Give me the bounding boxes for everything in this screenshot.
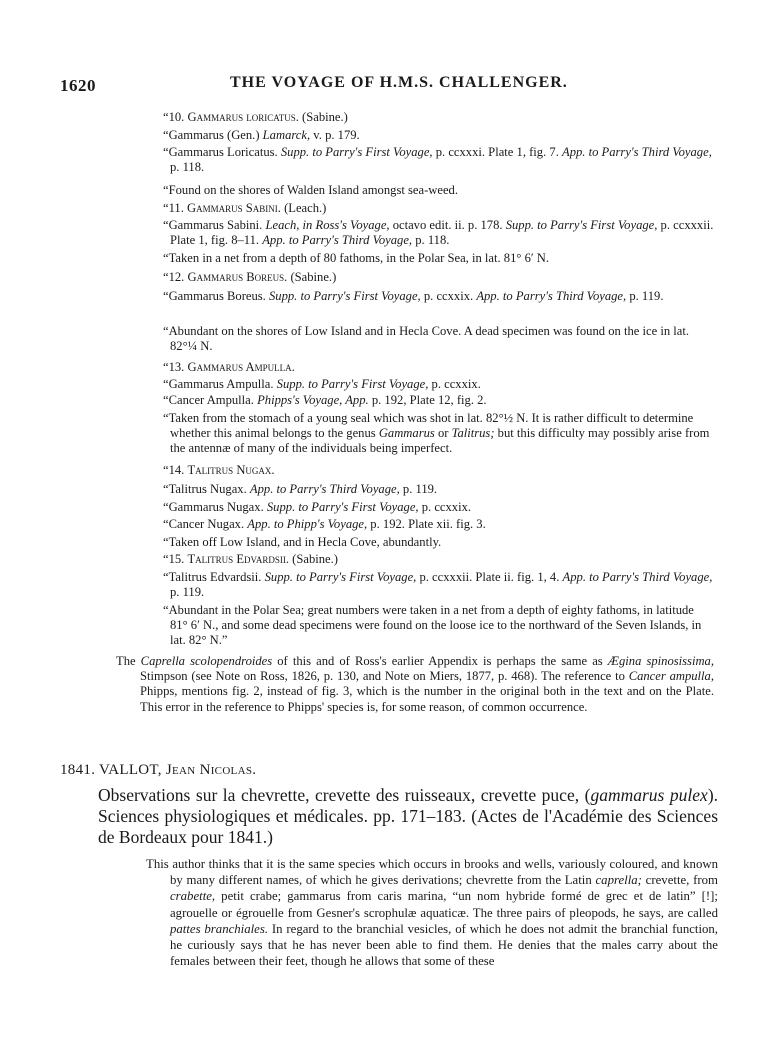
page-number: 1620	[60, 76, 96, 95]
entry-year: 1841.	[60, 762, 96, 778]
citation-line: “Gammarus Nugax. Supp. to Parry's First Voyage, p. ccxxix.	[163, 500, 472, 514]
citation-line: “Gammarus Sabini. Leach, in Ross's Voyage, octavo edit. ii. p. 178. Supp. to Parry's First Voyage, p. ccxxxii. Plate 1, fig. 8–11. App. to Parry's Third Voyage, p. 118.	[163, 218, 714, 248]
citation-line: “Taken in a net from a depth of 80 fathoms, in the Polar Sea, in lat. 81° 6′ N.	[163, 251, 550, 265]
citation-line: “13. Gammarus Ampulla.	[163, 360, 295, 374]
citation-line: “Talitrus Nugax. App. to Parry's Third Voyage, p. 119.	[163, 482, 438, 496]
entry-title: Observations sur la chevrette, crevette des ruisseaux, crevette puce, (gammarus pulex). Sciences physiologiques et médicales. pp. 171–183. (Actes de l'Académie des Sciences de Bordeaux pour 1841.)	[98, 785, 719, 847]
citation-line: “11. Gammarus Sabini. (Leach.)	[163, 201, 327, 215]
citation-line: “Gammarus (Gen.) Lamarck, v. p. 179.	[163, 128, 360, 142]
citation-line: “Found on the shores of Walden Island amongst sea-weed.	[163, 183, 458, 197]
entry-author-surname: VALLOT,	[99, 762, 162, 778]
citation-line: “Talitrus Edvardsii. Supp. to Parry's First Voyage, p. ccxxxii. Plate ii. fig. 1, 4. App. to Parry's Third Voyage, p. 119.	[163, 570, 713, 600]
citation-line: “Gammarus Boreus. Supp. to Parry's First Voyage, p. ccxxix. App. to Parry's Third Voyage, p. 119.	[163, 289, 664, 303]
citation-line: “Gammarus Ampulla. Supp. to Parry's First Voyage, p. ccxxix.	[163, 377, 481, 391]
citation-line: “Abundant in the Polar Sea; great numbers were taken in a net from a depth of eighty fathoms, in latitude 81° 6′ N., and some dead specimens were found on the loose ice to the northward of the Seven Islands, in lat. 82° N.”	[163, 603, 702, 648]
entry-abstract: This author thinks that it is the same species which occurs in brooks and wells, variously coloured, and known by many different names, of which he gives derivations; chevrette from the Latin caprella; crevette, from crabette, petit crabe; gammarus from caris marina, “un nom hybride formé de grec et de latin” [!]; agrouelle or égrouelle from Gesner's scrophulæ aquaticæ. The three pairs of pleopods, he says, are called pattes branchiales. In regard to the branchial vesicles, of which he does not admit the branchial function, he curiously says that he has never been able to find them. He denies that the males carry about the females between their feet, though he allows that some of these	[146, 857, 719, 969]
citation-line: “12. Gammarus Boreus. (Sabine.)	[163, 270, 337, 284]
citation-line: “14. Talitrus Nugax.	[163, 463, 275, 477]
entry-author-given: Jean Nicolas.	[165, 762, 257, 778]
running-head: THE VOYAGE OF H.M.S. CHALLENGER.	[230, 74, 568, 91]
entry-heading	[60, 762, 256, 779]
citation-line: “Cancer Ampulla. Phipps's Voyage, App. p. 192, Plate 12, fig. 2.	[163, 393, 487, 407]
citation-line: “Gammarus Loricatus. Supp. to Parry's First Voyage, p. ccxxxi. Plate 1, fig. 7. App. to Parry's Third Voyage, p. 118.	[163, 145, 712, 175]
editorial-note: The Caprella scolopendroides of this and of Ross's earlier Appendix is perhaps the same as Ægina spinosissima, Stimpson (see Note on Ross, 1826, p. 130, and Note on Miers, 1877, p. 468). The reference to Cancer ampulla, Phipps, mentions fig. 2, instead of fig. 3, which is the number in the original both in the text and on the Plate. This error in the reference to Phipps' species is, for some reason, of common occurrence.	[116, 654, 714, 714]
citation-line: “15. Talitrus Edvardsii. (Sabine.)	[163, 552, 338, 566]
citation-line: “Cancer Nugax. App. to Phipp's Voyage, p. 192. Plate xii. fig. 3.	[163, 517, 486, 531]
citation-line: “10. Gammarus loricatus. (Sabine.)	[163, 110, 348, 124]
citation-line: “Taken from the stomach of a young seal which was shot in lat. 82°½ N. It is rather difficult to determine whether this animal belongs to the genus Gammarus or Talitrus; but this difficulty may possibly arise from the antennæ of many of the individuals being imperfect.	[163, 411, 710, 456]
citation-line: “Abundant on the shores of Low Island and in Hecla Cove. A dead specimen was found on the ice in lat. 82°¼ N.	[163, 324, 690, 354]
citation-line: “Taken off Low Island, and in Hecla Cove, abundantly.	[163, 535, 442, 549]
